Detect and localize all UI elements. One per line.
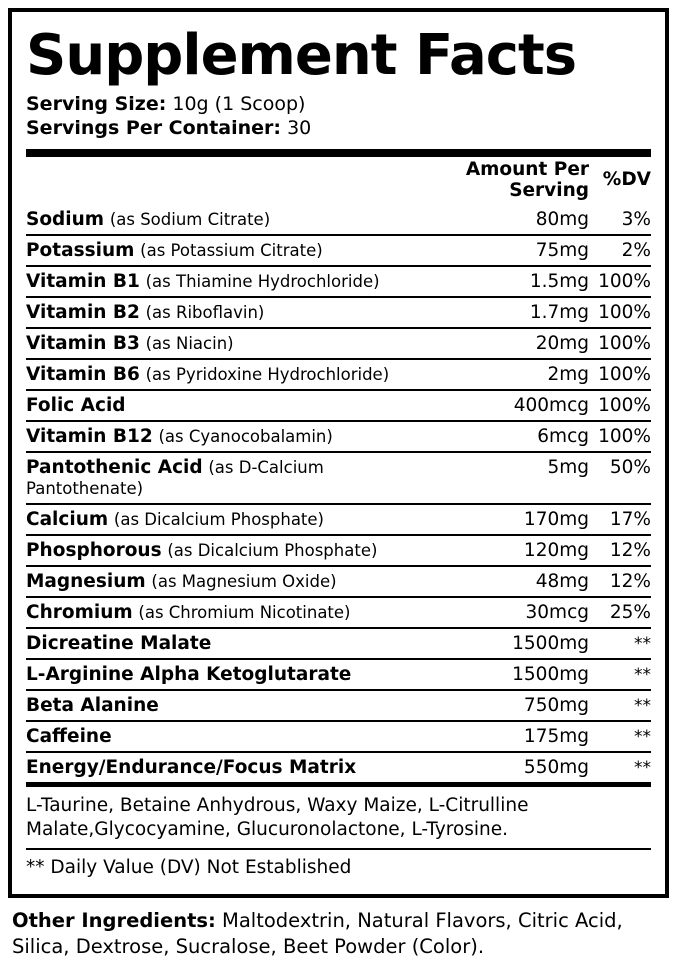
nutrient-name: Potassium [26,239,135,261]
nutrient-source: (as Sodium Citrate) [109,209,271,229]
nutrient-name: Magnesium [26,570,146,592]
nutrient-cell [26,721,409,752]
table-row [26,328,651,359]
daily-value-cell: 3% [621,208,651,230]
nutrient-cell [26,359,409,390]
table-row [26,452,651,504]
amount-cell: 1.5mg [409,266,589,297]
nutrient-source: (as Thiamine Hydrochloride) [145,271,380,291]
nutrition-table-body [26,205,651,782]
serving-size-line [26,92,651,116]
nutrient-name: Energy/Endurance/Focus Matrix [26,756,357,778]
table-row [26,205,651,235]
amount-cell: 30mcg [409,597,589,628]
nutrient-name: Vitamin B6 [26,363,140,385]
nutrient-name: Vitamin B2 [26,301,140,323]
daily-value-cell: 100% [589,328,651,359]
table-row [26,297,651,328]
daily-value-cell: 25% [589,597,651,628]
nutrient-cell [26,659,409,690]
serving-size-value: 10g (1 Scoop) [172,93,306,115]
daily-value-cell: ** [589,659,651,690]
table-row [26,566,651,597]
nutrient-source: (as Dicalcium Phosphate) [167,540,378,560]
nutrient-name: Vitamin B12 [26,425,153,447]
nutrient-source: (as Pyridoxine Hydrochloride) [145,364,390,384]
daily-value-cell: 17% [589,504,651,535]
dv-footnote: ** Daily Value (DV) Not Established [26,856,352,878]
nutrient-cell [26,297,409,328]
divider-thick-top [26,149,651,157]
amount-cell: 400mcg [409,390,589,421]
nutrition-table [26,157,651,782]
amount-cell: 2mg [409,359,589,390]
nutrient-cell [26,628,409,659]
table-row [26,721,651,752]
amount-column-header: Amount Per Serving [465,158,589,201]
nutrient-name: Caffeine [26,725,112,747]
amount-cell: 1.7mg [409,297,589,328]
nutrient-cell [26,328,409,359]
amount-cell: 1500mg [409,659,589,690]
page-title: Supplement Facts [26,23,577,88]
amount-cell: 48mg [409,566,589,597]
nutrient-name: Folic Acid [26,394,126,416]
nutrient-cell [26,390,409,421]
nutrient-cell [26,504,409,535]
nutrient-name: Sodium [26,208,105,230]
amount-cell: 170mg [409,504,589,535]
daily-value-cell: 100% [589,390,651,421]
table-row [26,752,651,782]
nutrient-name: Phosphorous [26,539,162,561]
daily-value-cell: 2% [589,235,651,266]
blend-ingredients: L-Taurine, Betaine Anhydrous, Waxy Maize, L-Citrulline Malate,Glycocyamine, Glucuronolactone, L-Tyrosine. [26,794,529,840]
nutrient-cell [26,205,409,235]
nutrient-source: (as Potassium Citrate) [140,240,323,260]
nutrient-cell [26,452,409,504]
servings-per-container-label: Servings Per Container: [26,117,282,140]
amount-cell: 20mg [409,328,589,359]
other-ingredients-label: Other Ingredients: [12,909,216,932]
nutrition-table-head [26,157,651,205]
amount-cell: 175mg [409,721,589,752]
nutrient-name: Pantothenic Acid [26,456,203,478]
nutrient-cell [26,597,409,628]
nutrient-cell [26,421,409,452]
daily-value-cell: ** [589,721,651,752]
table-row [26,421,651,452]
daily-value-cell: 100% [589,421,651,452]
amount-cell: 75mg [409,235,589,266]
nutrient-source: (as Chromium Nicotinate) [138,602,351,622]
amount-cell: 80mg [535,208,589,230]
nutrient-name: Beta Alanine [26,694,159,716]
nutrient-source: (as D-Calcium Pantothenate) [26,457,324,498]
daily-value-cell: ** [589,628,651,659]
table-row [26,597,651,628]
table-row [26,690,651,721]
daily-value-cell: 100% [589,266,651,297]
table-row [26,266,651,297]
nutrient-name: Vitamin B3 [26,332,140,354]
nutrient-name: Vitamin B1 [26,270,140,292]
table-row [26,359,651,390]
table-row [26,535,651,566]
table-row [26,628,651,659]
nutrient-column-header [26,157,409,205]
nutrient-name: Dicreatine Malate [26,632,212,654]
table-row [26,235,651,266]
daily-value-cell: 12% [589,566,651,597]
nutrient-source: (as Magnesium Oxide) [151,571,337,591]
daily-value-cell: ** [589,690,651,721]
daily-value-cell: ** [589,752,651,782]
table-row [26,659,651,690]
nutrient-cell [26,752,409,782]
amount-cell: 550mg [409,752,589,782]
nutrient-source: (as Cyanocobalamin) [158,426,333,446]
daily-value-cell: 50% [589,452,651,504]
amount-cell: 120mg [409,535,589,566]
nutrient-cell [26,566,409,597]
nutrient-name: L-Arginine Alpha Ketoglutarate [26,663,352,685]
other-ingredients [12,908,669,959]
amount-cell: 5mg [409,452,589,504]
nutrient-source: (as Niacin) [145,333,234,353]
amount-cell: 6mcg [409,421,589,452]
amount-cell: 750mg [409,690,589,721]
amount-cell: 1500mg [409,628,589,659]
table-header-row [26,157,651,205]
dv-column-header: %DV [602,169,651,191]
daily-value-cell: 100% [589,297,651,328]
nutrient-cell [26,266,409,297]
serving-size-label: Serving Size: [26,93,167,115]
table-row [26,504,651,535]
nutrient-cell [26,690,409,721]
nutrient-source: (as Riboflavin) [145,302,265,322]
nutrient-cell [26,535,409,566]
nutrient-name: Chromium [26,601,133,623]
servings-per-container-line [26,116,651,140]
nutrient-source: (as Dicalcium Phosphate) [113,509,324,529]
nutrient-name: Calcium [26,508,109,530]
servings-per-container-value: 30 [287,117,312,140]
nutrient-cell [26,235,409,266]
facts-panel [8,8,669,898]
table-row [26,390,651,421]
daily-value-cell: 12% [589,535,651,566]
other-ingredients-value: Maltodextrin, Natural Flavors, Citric Acid, Silica, Dextrose, Sucralose, Beet Powder (Color). [12,909,623,958]
daily-value-cell: 100% [589,359,651,390]
